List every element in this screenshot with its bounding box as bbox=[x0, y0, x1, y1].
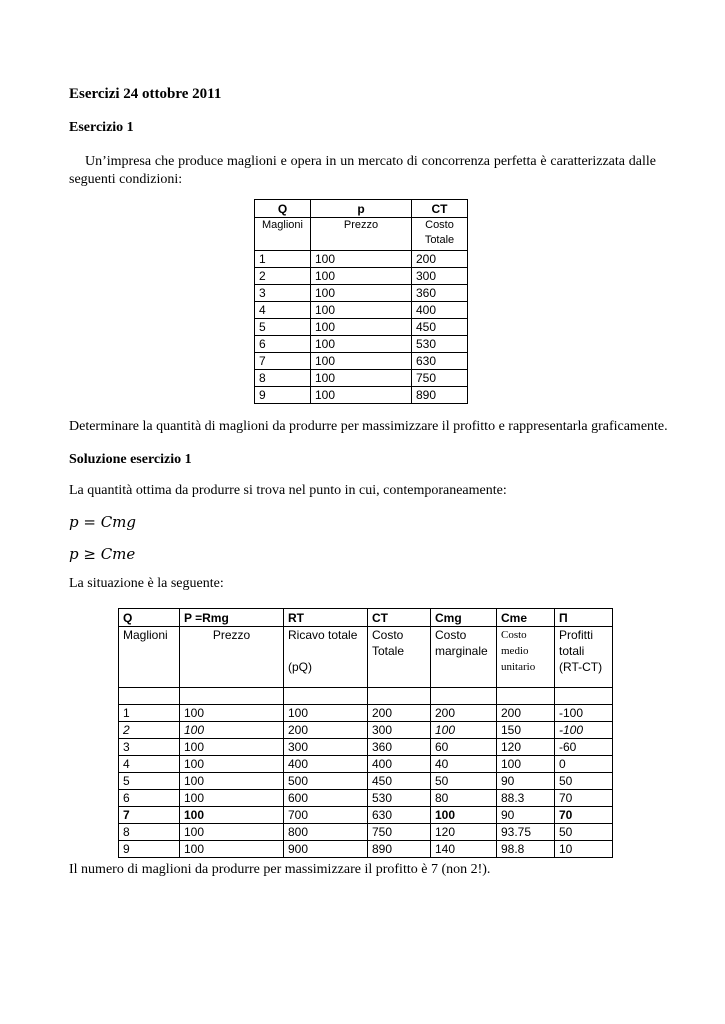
table-cell: 3 bbox=[255, 285, 311, 302]
table-cell: 700 bbox=[284, 807, 368, 824]
subheader-cell: Costo medio unitario bbox=[497, 627, 555, 688]
table-cell: 90 bbox=[497, 773, 555, 790]
header-cell: Q bbox=[255, 200, 311, 218]
table-cell: 60 bbox=[431, 739, 497, 756]
table-cell: 400 bbox=[284, 756, 368, 773]
header-cell: Q bbox=[119, 609, 180, 627]
table-cell: 70 bbox=[555, 790, 613, 807]
table-cell: 8 bbox=[255, 370, 311, 387]
table-cell: 70 bbox=[555, 807, 613, 824]
table-row bbox=[119, 841, 613, 858]
subheader-line: (pQ) bbox=[288, 660, 312, 674]
subheader-cell: Costo Totale bbox=[368, 627, 431, 688]
table-cell: 750 bbox=[412, 370, 468, 387]
question-text: Determinare la quantità di maglioni da produrre per massimizzare il profitto e rappresentarla graficamente. bbox=[69, 419, 668, 434]
table-cell: 150 bbox=[497, 722, 555, 739]
table-cell: 100 bbox=[180, 722, 284, 739]
table-row bbox=[119, 807, 613, 824]
subheader-cell: Prezzo bbox=[311, 218, 412, 251]
equation-price-equals-marginal-cost: p = Cmg bbox=[69, 513, 137, 531]
table-cell: 93.75 bbox=[497, 824, 555, 841]
table-cell: 100 bbox=[311, 353, 412, 370]
table-cell: 100 bbox=[311, 268, 412, 285]
table-cell: 100 bbox=[497, 756, 555, 773]
table-cell: 200 bbox=[497, 705, 555, 722]
table-cell: 9 bbox=[119, 841, 180, 858]
table-cell: 100 bbox=[311, 336, 412, 353]
table-cell: 200 bbox=[412, 251, 468, 268]
table-cell: 100 bbox=[180, 773, 284, 790]
table-subheader-row bbox=[255, 218, 468, 251]
table-cell: 1 bbox=[255, 251, 311, 268]
table-header-row bbox=[119, 609, 613, 627]
header-cell: Cme bbox=[497, 609, 555, 627]
table-cell: 100 bbox=[180, 841, 284, 858]
table-cell: 500 bbox=[284, 773, 368, 790]
equation-price-geq-average-cost: p ≥ Cme bbox=[69, 545, 136, 563]
table-cell: 890 bbox=[412, 387, 468, 404]
table-row bbox=[255, 302, 468, 319]
solution-text: La quantità ottima da produrre si trova nel punto in cui, contemporaneamente: bbox=[69, 483, 507, 498]
table-cell: 750 bbox=[368, 824, 431, 841]
solution-table bbox=[118, 608, 613, 858]
table-row bbox=[255, 353, 468, 370]
table-subheader-row bbox=[119, 627, 613, 688]
table-cell bbox=[180, 688, 284, 705]
table-cell bbox=[284, 688, 368, 705]
table-row bbox=[119, 824, 613, 841]
table-cell: 2 bbox=[255, 268, 311, 285]
table-cell: 3 bbox=[119, 739, 180, 756]
table-spacer-row bbox=[119, 688, 613, 705]
exercise-heading: Esercizio 1 bbox=[69, 120, 134, 135]
situation-text: La situazione è la seguente: bbox=[69, 576, 224, 591]
intro-paragraph: Un’impresa che produce maglioni e opera in un mercato di concorrenza perfetta è caratterizzata dalle seguenti condizioni: bbox=[69, 154, 656, 187]
table-cell: 450 bbox=[368, 773, 431, 790]
table-row bbox=[255, 387, 468, 404]
table-cell: 300 bbox=[284, 739, 368, 756]
table-cell: 98.8 bbox=[497, 841, 555, 858]
table-header-row bbox=[255, 200, 468, 218]
table-cell: 100 bbox=[431, 807, 497, 824]
header-cell: Π bbox=[555, 609, 613, 627]
table-cell: 100 bbox=[180, 739, 284, 756]
table-cell: 900 bbox=[284, 841, 368, 858]
subheader-cell: Profitti totali (RT-CT) bbox=[555, 627, 613, 688]
table-cell: -60 bbox=[555, 739, 613, 756]
table-cell: 100 bbox=[180, 790, 284, 807]
table-cell: 100 bbox=[311, 251, 412, 268]
table-cell bbox=[555, 688, 613, 705]
table-cell: 100 bbox=[311, 319, 412, 336]
table-cell: 100 bbox=[180, 824, 284, 841]
table-cell: 50 bbox=[555, 773, 613, 790]
table-row bbox=[255, 336, 468, 353]
table-cell: 90 bbox=[497, 807, 555, 824]
table-cell: 50 bbox=[431, 773, 497, 790]
table-row bbox=[255, 285, 468, 302]
table-cell: 5 bbox=[255, 319, 311, 336]
table-row bbox=[119, 722, 613, 739]
table-cell: 530 bbox=[412, 336, 468, 353]
table-cell bbox=[119, 688, 180, 705]
table-cell: 50 bbox=[555, 824, 613, 841]
table-cell: 1 bbox=[119, 705, 180, 722]
table-cell: 630 bbox=[412, 353, 468, 370]
table-cell: 200 bbox=[431, 705, 497, 722]
table-cell: 10 bbox=[555, 841, 613, 858]
table-row bbox=[119, 773, 613, 790]
table-cell: 800 bbox=[284, 824, 368, 841]
table-row bbox=[119, 705, 613, 722]
conclusion-text: Il numero di maglioni da produrre per massimizzare il profitto è 7 (non 2!). bbox=[69, 862, 491, 877]
document-title: Esercizi 24 ottobre 2011 bbox=[69, 86, 222, 102]
table-cell: 360 bbox=[412, 285, 468, 302]
table-cell: -100 bbox=[555, 722, 613, 739]
subheader-cell: Costo Totale bbox=[412, 218, 468, 251]
subheader-cell bbox=[284, 627, 368, 688]
table-row bbox=[255, 268, 468, 285]
solution-heading: Soluzione esercizio 1 bbox=[69, 452, 192, 467]
table-cell: 2 bbox=[119, 722, 180, 739]
subheader-cell: Maglioni bbox=[119, 627, 180, 688]
table-cell: 360 bbox=[368, 739, 431, 756]
table-row bbox=[119, 756, 613, 773]
table-cell bbox=[368, 688, 431, 705]
header-cell: P =Rmg bbox=[180, 609, 284, 627]
table-cell: 630 bbox=[368, 807, 431, 824]
table-cell: 100 bbox=[311, 285, 412, 302]
header-cell: CT bbox=[368, 609, 431, 627]
table-cell: 530 bbox=[368, 790, 431, 807]
table-cell: 6 bbox=[119, 790, 180, 807]
table-cell: 0 bbox=[555, 756, 613, 773]
header-cell: p bbox=[311, 200, 412, 218]
table-row bbox=[255, 370, 468, 387]
table-cell: 450 bbox=[412, 319, 468, 336]
table-cell: 6 bbox=[255, 336, 311, 353]
table-cell bbox=[431, 688, 497, 705]
table-cell bbox=[497, 688, 555, 705]
table-cell: 100 bbox=[311, 302, 412, 319]
table-cell: 7 bbox=[255, 353, 311, 370]
table-cell: 4 bbox=[119, 756, 180, 773]
subheader-cell: Maglioni bbox=[255, 218, 311, 251]
table-cell: 9 bbox=[255, 387, 311, 404]
table-cell: 100 bbox=[311, 370, 412, 387]
table-cell: 890 bbox=[368, 841, 431, 858]
table-row bbox=[119, 739, 613, 756]
table-cell: -100 bbox=[555, 705, 613, 722]
table-row bbox=[119, 790, 613, 807]
table-cell: 88.3 bbox=[497, 790, 555, 807]
table-cell: 400 bbox=[368, 756, 431, 773]
subheader-cell: Prezzo bbox=[180, 627, 284, 688]
table-cell: 8 bbox=[119, 824, 180, 841]
header-cell: CT bbox=[412, 200, 468, 218]
subheader-cell: Costo marginale bbox=[431, 627, 497, 688]
table-cell: 5 bbox=[119, 773, 180, 790]
table-cell: 4 bbox=[255, 302, 311, 319]
table-cell: 200 bbox=[284, 722, 368, 739]
table-row bbox=[255, 319, 468, 336]
table-cell: 100 bbox=[180, 756, 284, 773]
table-cell: 400 bbox=[412, 302, 468, 319]
table-cell: 300 bbox=[368, 722, 431, 739]
table-cell: 120 bbox=[497, 739, 555, 756]
table-cell: 7 bbox=[119, 807, 180, 824]
header-cell: RT bbox=[284, 609, 368, 627]
table-cell: 300 bbox=[412, 268, 468, 285]
table-cell: 600 bbox=[284, 790, 368, 807]
data-table bbox=[254, 199, 468, 404]
table-cell: 100 bbox=[180, 807, 284, 824]
table-cell: 100 bbox=[180, 705, 284, 722]
table-row bbox=[255, 251, 468, 268]
table-cell: 100 bbox=[311, 387, 412, 404]
header-cell: Cmg bbox=[431, 609, 497, 627]
table-cell: 140 bbox=[431, 841, 497, 858]
table-cell: 200 bbox=[368, 705, 431, 722]
table-cell: 120 bbox=[431, 824, 497, 841]
table-cell: 100 bbox=[284, 705, 368, 722]
subheader-line: Ricavo totale bbox=[288, 628, 358, 642]
table-cell: 100 bbox=[431, 722, 497, 739]
table-cell: 80 bbox=[431, 790, 497, 807]
table-cell: 40 bbox=[431, 756, 497, 773]
